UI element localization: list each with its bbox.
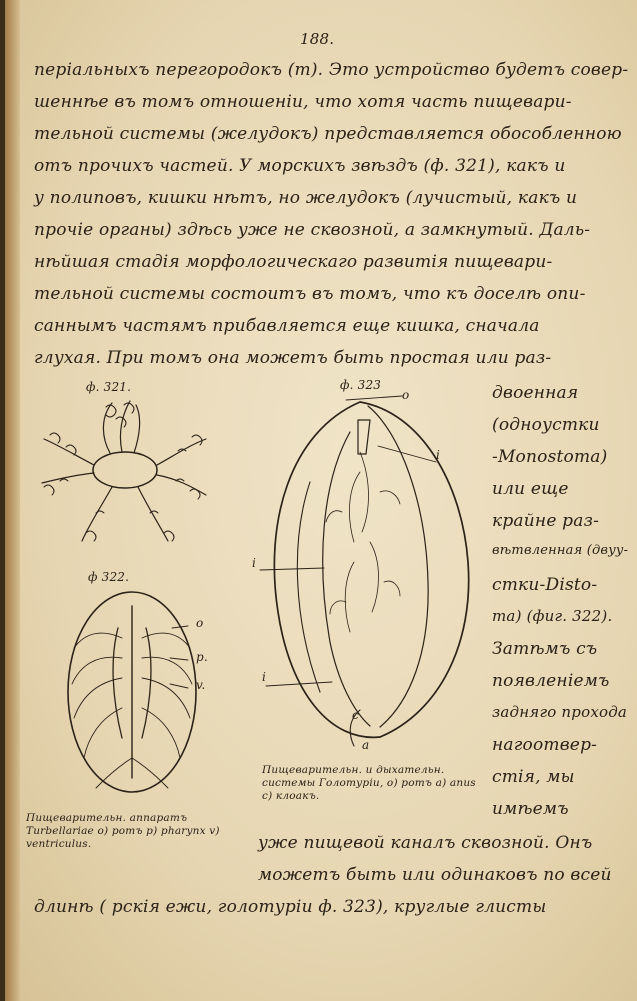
text-line-8: тельной системы состоитъ въ томъ, что къ доселѣ опи- [34, 284, 586, 304]
text-line-3: тельной системы (желудокъ) представляется обособленною [34, 124, 622, 144]
right-col-line-5: крайне раз- [492, 511, 600, 531]
fig-322-label: ф 322. [88, 570, 130, 584]
right-col-line-3: -Monostoma) [492, 447, 608, 467]
fig-323-marker-i-bottom: i [262, 670, 267, 684]
fig-323-marker-c: c [352, 708, 359, 722]
fig-321-starfish-drawing [30, 395, 220, 555]
bottom-line-1: уже пищевой каналъ сквозной. Онъ [258, 833, 593, 853]
fig-323-marker-o: o [402, 388, 410, 402]
bottom-line-2: можетъ быть или одинаковъ по всей [258, 865, 612, 885]
fig-321-label: ф. 321. [86, 380, 132, 394]
fig-322-marker-v: v. [196, 678, 206, 692]
right-col-line-9: Затѣмъ съ [492, 639, 598, 659]
bottom-line-3: длинѣ ( рскія ежи, голотуріи ф. 323), круглые глисты [34, 897, 547, 917]
text-line-7: нѣйшая стадія морфологическаго развитія пищевари- [34, 252, 553, 272]
text-line-1: періальныхъ перегородокъ (т). Это устройство будетъ совер- [34, 60, 629, 80]
page-number: 188. [300, 30, 335, 48]
text-line-2: шеннѣе въ томъ отношеніи, что хотя часть пищевари- [34, 92, 572, 112]
right-col-line-8: ma) (фиг. 322). [492, 607, 613, 625]
text-line-9: саннымъ частямъ прибавляется еще кишка, сначала [34, 316, 540, 336]
fig-323-marker-a: a [362, 738, 370, 752]
text-line-4: отъ прочихъ частей. У морскихъ звѣздъ (ф. 321), какъ и [34, 156, 566, 176]
fig-322-caption: Пищеварительн. аппаратъ Turbellariae o) ротъ p) pharynx v) ventriculus. [26, 812, 220, 850]
right-col-line-13: стія, мы [492, 767, 575, 787]
right-col-line-7: стки-Disto- [492, 575, 598, 595]
right-col-line-1: двоенная [492, 383, 579, 403]
text-line-10: глухая. При томъ она можетъ быть простая или раз- [34, 348, 552, 368]
fig-323-marker-i-top: i [436, 448, 441, 462]
right-col-line-2: (одноустки [492, 415, 600, 435]
right-col-line-14: имѣемъ [492, 799, 569, 819]
fig-323-holothurian-drawing [250, 392, 485, 752]
right-col-line-12: нагоотвер- [492, 735, 598, 755]
right-col-line-10: появленіемъ [492, 671, 610, 691]
text-line-5: у полиповъ, кишки нѣтъ, но желудокъ (лучистый, какъ и [34, 188, 578, 208]
text-line-6: прочіе органы) здѣсь уже не сквозной, а замкнутый. Даль- [34, 220, 591, 240]
binding-shadow [0, 0, 5, 1001]
right-col-line-11: задняго прохода [492, 703, 628, 721]
right-col-line-6: вѣтвленная (двуу- [492, 543, 629, 558]
fig-322-marker-o: o [196, 616, 204, 630]
right-col-line-4: или еще [492, 479, 569, 499]
fig-323-marker-i-middle: i [252, 556, 257, 570]
fig-323-caption: Пищеварительн. и дыхательн. системы Голотуріи, o) ротъ a) anus c) клоакъ. [262, 764, 476, 802]
fig-323-label: ф. 323 [340, 378, 382, 392]
fig-322-marker-p: p. [196, 650, 208, 664]
fig-322-turbellaria-drawing [60, 588, 210, 798]
